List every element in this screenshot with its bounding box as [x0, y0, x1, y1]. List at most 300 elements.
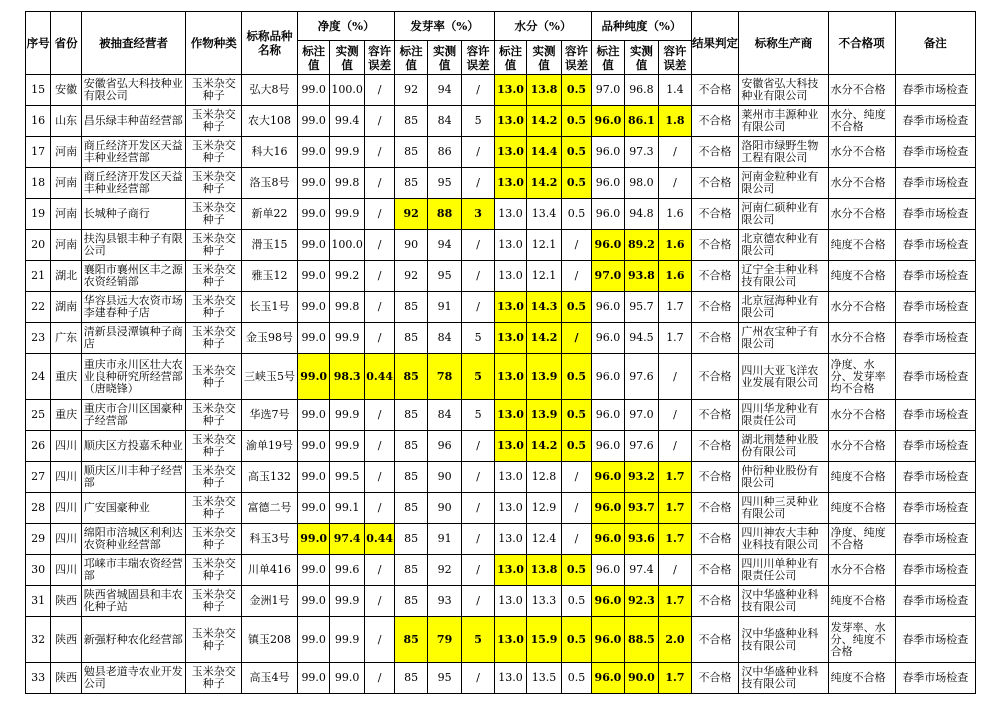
cell-crop: 玉米杂交种子	[186, 493, 242, 524]
cell-moisture-measured: 14.4	[527, 137, 562, 168]
cell-nonconforming: 纯度不合格	[828, 230, 895, 261]
cell-crop: 玉米杂交种子	[186, 168, 242, 199]
cell-remark: 春季市场检查	[895, 524, 975, 555]
cell-producer: 洛阳市绿野生物工程有限公司	[739, 137, 828, 168]
cell-germination-tolerance: /	[462, 292, 494, 323]
cell-purity-label: 99.0	[297, 323, 329, 354]
cell-variety: 川单416	[242, 555, 298, 586]
cell-operator: 顺庆区川丰种子经营部	[81, 462, 186, 493]
cell-variety-purity-tolerance: /	[659, 354, 692, 400]
cell-moisture-label: 13.0	[494, 75, 526, 106]
cell-germination-measured: 78	[427, 354, 462, 400]
cell-variety-purity-measured: 95.7	[624, 292, 659, 323]
cell-purity-tolerance: 0.44	[364, 354, 394, 400]
header-producer: 标称生产商	[739, 12, 828, 75]
cell-moisture-label: 13.0	[494, 199, 526, 230]
cell-germination-tolerance: /	[462, 663, 494, 694]
cell-moisture-tolerance: 0.5	[561, 663, 591, 694]
cell-moisture-label: 13.0	[494, 137, 526, 168]
cell-moisture-tolerance: /	[561, 493, 591, 524]
cell-index: 16	[26, 106, 51, 137]
cell-province: 山东	[51, 106, 81, 137]
cell-remark: 春季市场检查	[895, 354, 975, 400]
cell-province: 陕西	[51, 617, 81, 663]
cell-moisture-measured: 14.3	[527, 292, 562, 323]
header-province: 省份	[51, 12, 81, 75]
cell-purity-measured: 100.0	[330, 75, 365, 106]
cell-variety: 金洲1号	[242, 586, 298, 617]
cell-purity-tolerance: /	[364, 106, 394, 137]
cell-purity-tolerance: /	[364, 400, 394, 431]
cell-remark: 春季市场检查	[895, 168, 975, 199]
cell-variety-purity-tolerance: /	[659, 137, 692, 168]
cell-germination-tolerance: /	[462, 168, 494, 199]
cell-variety-purity-tolerance: 1.7	[659, 524, 692, 555]
cell-nonconforming: 水分不合格	[828, 75, 895, 106]
cell-result: 不合格	[691, 106, 739, 137]
cell-crop: 玉米杂交种子	[186, 555, 242, 586]
cell-operator: 华容县远大农资市场李建春种子店	[81, 292, 186, 323]
header-variety: 标称品种名称	[242, 12, 298, 75]
cell-variety-purity-measured: 97.6	[624, 431, 659, 462]
cell-germination-label: 85	[395, 137, 427, 168]
cell-germination-tolerance: 5	[462, 400, 494, 431]
cell-nonconforming: 水分不合格	[828, 137, 895, 168]
header-germination: 发芽率（%）	[395, 12, 494, 41]
cell-moisture-label: 13.0	[494, 106, 526, 137]
cell-result: 不合格	[691, 137, 739, 168]
header-result: 结果判定	[691, 12, 739, 75]
table-body	[26, 75, 976, 694]
cell-germination-measured: 91	[427, 524, 462, 555]
cell-purity-measured: 99.9	[330, 617, 365, 663]
header-purity-tolerance: 容许误差	[364, 41, 394, 75]
table-header	[26, 12, 976, 75]
cell-moisture-label: 13.0	[494, 617, 526, 663]
cell-purity-label: 99.0	[297, 75, 329, 106]
cell-moisture-measured: 13.5	[527, 663, 562, 694]
cell-purity-measured: 99.9	[330, 586, 365, 617]
header-germination-tolerance: 容许误差	[462, 41, 494, 75]
cell-variety-purity-measured: 97.6	[624, 354, 659, 400]
cell-variety-purity-tolerance: 1.7	[659, 292, 692, 323]
table-row	[26, 292, 976, 323]
cell-remark: 春季市场检查	[895, 555, 975, 586]
cell-producer: 四川华龙种业有限责任公司	[739, 400, 828, 431]
cell-germination-measured: 84	[427, 400, 462, 431]
cell-germination-measured: 93	[427, 586, 462, 617]
header-moisture-measured: 实测值	[527, 41, 562, 75]
cell-variety: 滑玉15	[242, 230, 298, 261]
cell-purity-tolerance: /	[364, 199, 394, 230]
cell-operator: 广安国豪种业	[81, 493, 186, 524]
table-row	[26, 137, 976, 168]
cell-purity-measured: 99.5	[330, 462, 365, 493]
cell-crop: 玉米杂交种子	[186, 617, 242, 663]
cell-producer: 河南金粒种业有限公司	[739, 168, 828, 199]
cell-operator: 扶沟县银丰种子有限公司	[81, 230, 186, 261]
table-row	[26, 354, 976, 400]
cell-province: 四川	[51, 493, 81, 524]
cell-result: 不合格	[691, 524, 739, 555]
cell-moisture-label: 13.0	[494, 168, 526, 199]
cell-germination-tolerance: /	[462, 586, 494, 617]
cell-province: 重庆	[51, 400, 81, 431]
cell-moisture-label: 13.0	[494, 261, 526, 292]
cell-variety: 长玉1号	[242, 292, 298, 323]
cell-producer: 广州农宝种子有限公司	[739, 323, 828, 354]
cell-variety-purity-tolerance: 1.6	[659, 199, 692, 230]
cell-remark: 春季市场检查	[895, 292, 975, 323]
cell-variety-purity-label: 96.0	[592, 137, 624, 168]
cell-producer: 汉中华盛种业科技有限公司	[739, 663, 828, 694]
cell-producer: 四川大亚飞洋农业发展有限公司	[739, 354, 828, 400]
cell-purity-measured: 100.0	[330, 230, 365, 261]
cell-variety: 高玉132	[242, 462, 298, 493]
cell-remark: 春季市场检查	[895, 199, 975, 230]
cell-remark: 春季市场检查	[895, 137, 975, 168]
cell-nonconforming: 净度、纯度不合格	[828, 524, 895, 555]
cell-crop: 玉米杂交种子	[186, 462, 242, 493]
cell-nonconforming: 净度、水分、发芽率均不合格	[828, 354, 895, 400]
cell-purity-measured: 99.1	[330, 493, 365, 524]
cell-remark: 春季市场检查	[895, 323, 975, 354]
cell-germination-label: 85	[395, 168, 427, 199]
cell-purity-label: 99.0	[297, 400, 329, 431]
cell-crop: 玉米杂交种子	[186, 230, 242, 261]
cell-crop: 玉米杂交种子	[186, 400, 242, 431]
cell-variety-purity-label: 97.0	[592, 261, 624, 292]
table-row	[26, 462, 976, 493]
cell-producer: 四川川单种业有限责任公司	[739, 555, 828, 586]
cell-result: 不合格	[691, 354, 739, 400]
cell-crop: 玉米杂交种子	[186, 75, 242, 106]
cell-province: 四川	[51, 555, 81, 586]
cell-moisture-tolerance: 0.5	[561, 555, 591, 586]
cell-nonconforming: 水分不合格	[828, 168, 895, 199]
cell-variety: 华选7号	[242, 400, 298, 431]
cell-germination-tolerance: /	[462, 493, 494, 524]
header-crop: 作物种类	[186, 12, 242, 75]
cell-purity-measured: 99.9	[330, 199, 365, 230]
cell-purity-measured: 99.4	[330, 106, 365, 137]
cell-germination-label: 85	[395, 663, 427, 694]
cell-index: 31	[26, 586, 51, 617]
cell-moisture-tolerance: 0.5	[561, 431, 591, 462]
cell-province: 广东	[51, 323, 81, 354]
cell-variety-purity-label: 96.0	[592, 663, 624, 694]
cell-purity-label: 99.0	[297, 586, 329, 617]
cell-variety-purity-label: 96.0	[592, 617, 624, 663]
cell-variety-purity-label: 96.0	[592, 230, 624, 261]
cell-remark: 春季市场检查	[895, 462, 975, 493]
cell-purity-tolerance: 0.44	[364, 524, 394, 555]
cell-variety-purity-tolerance: /	[659, 168, 692, 199]
cell-result: 不合格	[691, 586, 739, 617]
cell-moisture-label: 13.0	[494, 431, 526, 462]
cell-purity-measured: 99.2	[330, 261, 365, 292]
cell-germination-measured: 91	[427, 292, 462, 323]
cell-germination-label: 85	[395, 586, 427, 617]
cell-producer: 北京德农种业有限公司	[739, 230, 828, 261]
cell-variety-purity-tolerance: 1.7	[659, 493, 692, 524]
cell-crop: 玉米杂交种子	[186, 323, 242, 354]
table-row	[26, 586, 976, 617]
cell-crop: 玉米杂交种子	[186, 106, 242, 137]
cell-moisture-label: 13.0	[494, 555, 526, 586]
header-purity-measured: 实测值	[330, 41, 365, 75]
cell-index: 20	[26, 230, 51, 261]
cell-germination-measured: 86	[427, 137, 462, 168]
cell-germination-label: 92	[395, 261, 427, 292]
cell-nonconforming: 水分、纯度不合格	[828, 106, 895, 137]
cell-remark: 春季市场检查	[895, 586, 975, 617]
cell-moisture-label: 13.0	[494, 586, 526, 617]
cell-operator: 陕西省城固县和丰农化种子站	[81, 586, 186, 617]
cell-nonconforming: 纯度不合格	[828, 462, 895, 493]
cell-moisture-label: 13.0	[494, 663, 526, 694]
cell-purity-tolerance: /	[364, 493, 394, 524]
cell-purity-tolerance: /	[364, 230, 394, 261]
cell-germination-measured: 96	[427, 431, 462, 462]
header-vpurity-label: 标注值	[592, 41, 624, 75]
cell-index: 21	[26, 261, 51, 292]
cell-variety: 科大16	[242, 137, 298, 168]
cell-result: 不合格	[691, 292, 739, 323]
cell-moisture-measured: 14.2	[527, 106, 562, 137]
cell-operator: 商丘经济开发区天益丰种业经营部	[81, 168, 186, 199]
cell-moisture-label: 13.0	[494, 400, 526, 431]
cell-moisture-measured: 12.9	[527, 493, 562, 524]
cell-variety-purity-tolerance: 1.6	[659, 261, 692, 292]
cell-province: 陕西	[51, 586, 81, 617]
cell-variety-purity-measured: 92.3	[624, 586, 659, 617]
cell-germination-label: 85	[395, 106, 427, 137]
cell-moisture-measured: 12.4	[527, 524, 562, 555]
cell-moisture-measured: 14.2	[527, 168, 562, 199]
header-variety-purity: 品种纯度（%）	[592, 12, 691, 41]
cell-purity-label: 99.0	[297, 555, 329, 586]
cell-germination-label: 85	[395, 524, 427, 555]
cell-result: 不合格	[691, 400, 739, 431]
cell-remark: 春季市场检查	[895, 663, 975, 694]
seed-inspection-table	[25, 11, 976, 694]
cell-purity-measured: 99.9	[330, 400, 365, 431]
cell-operator: 安徽省弘大科技种业有限公司	[81, 75, 186, 106]
cell-germination-measured: 94	[427, 75, 462, 106]
cell-province: 四川	[51, 524, 81, 555]
cell-moisture-tolerance: 0.5	[561, 137, 591, 168]
cell-purity-label: 99.0	[297, 261, 329, 292]
seed-inspection-table-container	[25, 11, 976, 694]
cell-remark: 春季市场检查	[895, 617, 975, 663]
header-moisture: 水分（%）	[494, 12, 591, 41]
cell-purity-measured: 99.9	[330, 137, 365, 168]
cell-index: 30	[26, 555, 51, 586]
cell-crop: 玉米杂交种子	[186, 354, 242, 400]
cell-result: 不合格	[691, 493, 739, 524]
header-index: 序号	[26, 12, 51, 75]
cell-purity-label: 99.0	[297, 663, 329, 694]
cell-purity-measured: 97.4	[330, 524, 365, 555]
cell-remark: 春季市场检查	[895, 493, 975, 524]
cell-purity-measured: 99.9	[330, 431, 365, 462]
cell-variety: 农大108	[242, 106, 298, 137]
cell-moisture-measured: 13.9	[527, 400, 562, 431]
cell-moisture-tolerance: 0.5	[561, 400, 591, 431]
cell-variety-purity-measured: 93.2	[624, 462, 659, 493]
cell-purity-tolerance: /	[364, 323, 394, 354]
cell-result: 不合格	[691, 462, 739, 493]
cell-index: 19	[26, 199, 51, 230]
cell-result: 不合格	[691, 663, 739, 694]
cell-variety-purity-label: 96.0	[592, 493, 624, 524]
cell-operator: 重庆市合川区国豪种子经营部	[81, 400, 186, 431]
cell-index: 17	[26, 137, 51, 168]
cell-germination-measured: 94	[427, 230, 462, 261]
cell-index: 22	[26, 292, 51, 323]
cell-province: 河南	[51, 230, 81, 261]
cell-index: 24	[26, 354, 51, 400]
cell-variety-purity-tolerance: /	[659, 400, 692, 431]
cell-purity-label: 99.0	[297, 493, 329, 524]
cell-germination-tolerance: 5	[462, 323, 494, 354]
cell-nonconforming: 纯度不合格	[828, 586, 895, 617]
cell-germination-label: 90	[395, 230, 427, 261]
cell-purity-tolerance: /	[364, 555, 394, 586]
table-row	[26, 230, 976, 261]
cell-crop: 玉米杂交种子	[186, 137, 242, 168]
table-row	[26, 168, 976, 199]
cell-moisture-label: 13.0	[494, 354, 526, 400]
cell-variety-purity-measured: 88.5	[624, 617, 659, 663]
cell-moisture-label: 13.0	[494, 323, 526, 354]
cell-variety-purity-label: 96.0	[592, 292, 624, 323]
cell-purity-label: 99.0	[297, 106, 329, 137]
cell-moisture-measured: 13.9	[527, 354, 562, 400]
table-row	[26, 493, 976, 524]
cell-index: 26	[26, 431, 51, 462]
cell-variety-purity-measured: 86.1	[624, 106, 659, 137]
cell-index: 25	[26, 400, 51, 431]
cell-purity-tolerance: /	[364, 586, 394, 617]
cell-purity-label: 99.0	[297, 137, 329, 168]
cell-germination-label: 85	[395, 431, 427, 462]
cell-moisture-measured: 13.4	[527, 199, 562, 230]
cell-result: 不合格	[691, 168, 739, 199]
header-germination-label: 标注值	[395, 41, 427, 75]
cell-province: 四川	[51, 462, 81, 493]
cell-germination-tolerance: /	[462, 75, 494, 106]
cell-variety-purity-label: 96.0	[592, 431, 624, 462]
cell-germination-measured: 92	[427, 555, 462, 586]
cell-moisture-measured: 13.8	[527, 555, 562, 586]
cell-moisture-measured: 12.1	[527, 261, 562, 292]
cell-germination-tolerance: 3	[462, 199, 494, 230]
cell-producer: 莱州市丰源种业有限公司	[739, 106, 828, 137]
cell-moisture-tolerance: 0.5	[561, 617, 591, 663]
cell-variety-purity-measured: 97.0	[624, 400, 659, 431]
header-germination-measured: 实测值	[427, 41, 462, 75]
cell-nonconforming: 纯度不合格	[828, 493, 895, 524]
cell-purity-measured: 98.3	[330, 354, 365, 400]
cell-variety-purity-label: 96.0	[592, 106, 624, 137]
cell-germination-tolerance: 5	[462, 617, 494, 663]
cell-crop: 玉米杂交种子	[186, 663, 242, 694]
cell-moisture-tolerance: 0.5	[561, 199, 591, 230]
cell-province: 四川	[51, 431, 81, 462]
cell-province: 河南	[51, 199, 81, 230]
cell-crop: 玉米杂交种子	[186, 199, 242, 230]
cell-index: 23	[26, 323, 51, 354]
cell-moisture-label: 13.0	[494, 462, 526, 493]
cell-remark: 春季市场检查	[895, 75, 975, 106]
cell-variety-purity-label: 96.0	[592, 168, 624, 199]
cell-germination-label: 85	[395, 555, 427, 586]
cell-operator: 勉县老道寺农业开发公司	[81, 663, 186, 694]
cell-crop: 玉米杂交种子	[186, 524, 242, 555]
cell-germination-tolerance: 5	[462, 354, 494, 400]
cell-moisture-measured: 13.8	[527, 75, 562, 106]
cell-variety: 洛玉8号	[242, 168, 298, 199]
cell-moisture-label: 13.0	[494, 230, 526, 261]
cell-variety-purity-tolerance: 1.7	[659, 462, 692, 493]
table-row	[26, 431, 976, 462]
cell-operator: 长城种子商行	[81, 199, 186, 230]
table-row	[26, 261, 976, 292]
cell-purity-label: 99.0	[297, 230, 329, 261]
cell-germination-label: 85	[395, 493, 427, 524]
cell-province: 河南	[51, 168, 81, 199]
cell-index: 18	[26, 168, 51, 199]
cell-moisture-tolerance: /	[561, 524, 591, 555]
cell-variety: 高玉4号	[242, 663, 298, 694]
header-moisture-tolerance: 容许误差	[561, 41, 591, 75]
cell-variety-purity-measured: 94.8	[624, 199, 659, 230]
cell-moisture-tolerance: 0.5	[561, 75, 591, 106]
cell-result: 不合格	[691, 431, 739, 462]
table-row	[26, 400, 976, 431]
cell-nonconforming: 纯度不合格	[828, 663, 895, 694]
cell-index: 27	[26, 462, 51, 493]
cell-producer: 辽宁全丰种业科技有限公司	[739, 261, 828, 292]
cell-province: 陕西	[51, 663, 81, 694]
cell-remark: 春季市场检查	[895, 230, 975, 261]
cell-nonconforming: 水分不合格	[828, 292, 895, 323]
cell-germination-label: 85	[395, 354, 427, 400]
cell-province: 安徽	[51, 75, 81, 106]
cell-variety: 金玉98号	[242, 323, 298, 354]
cell-germination-measured: 88	[427, 199, 462, 230]
cell-purity-tolerance: /	[364, 431, 394, 462]
cell-nonconforming: 水分不合格	[828, 199, 895, 230]
cell-variety-purity-measured: 93.8	[624, 261, 659, 292]
cell-operator: 新强籽种农化经营部	[81, 617, 186, 663]
cell-purity-tolerance: /	[364, 168, 394, 199]
cell-nonconforming: 水分不合格	[828, 323, 895, 354]
cell-purity-measured: 99.6	[330, 555, 365, 586]
cell-result: 不合格	[691, 617, 739, 663]
cell-operator: 绵阳市涪城区利利达农资种业经营部	[81, 524, 186, 555]
cell-germination-tolerance: /	[462, 431, 494, 462]
cell-germination-tolerance: /	[462, 137, 494, 168]
cell-nonconforming: 水分不合格	[828, 555, 895, 586]
cell-germination-tolerance: /	[462, 555, 494, 586]
cell-province: 河南	[51, 137, 81, 168]
cell-producer: 汉中华盛种业科技有限公司	[739, 586, 828, 617]
cell-germination-label: 85	[395, 292, 427, 323]
cell-producer: 北京冠海种业有限公司	[739, 292, 828, 323]
